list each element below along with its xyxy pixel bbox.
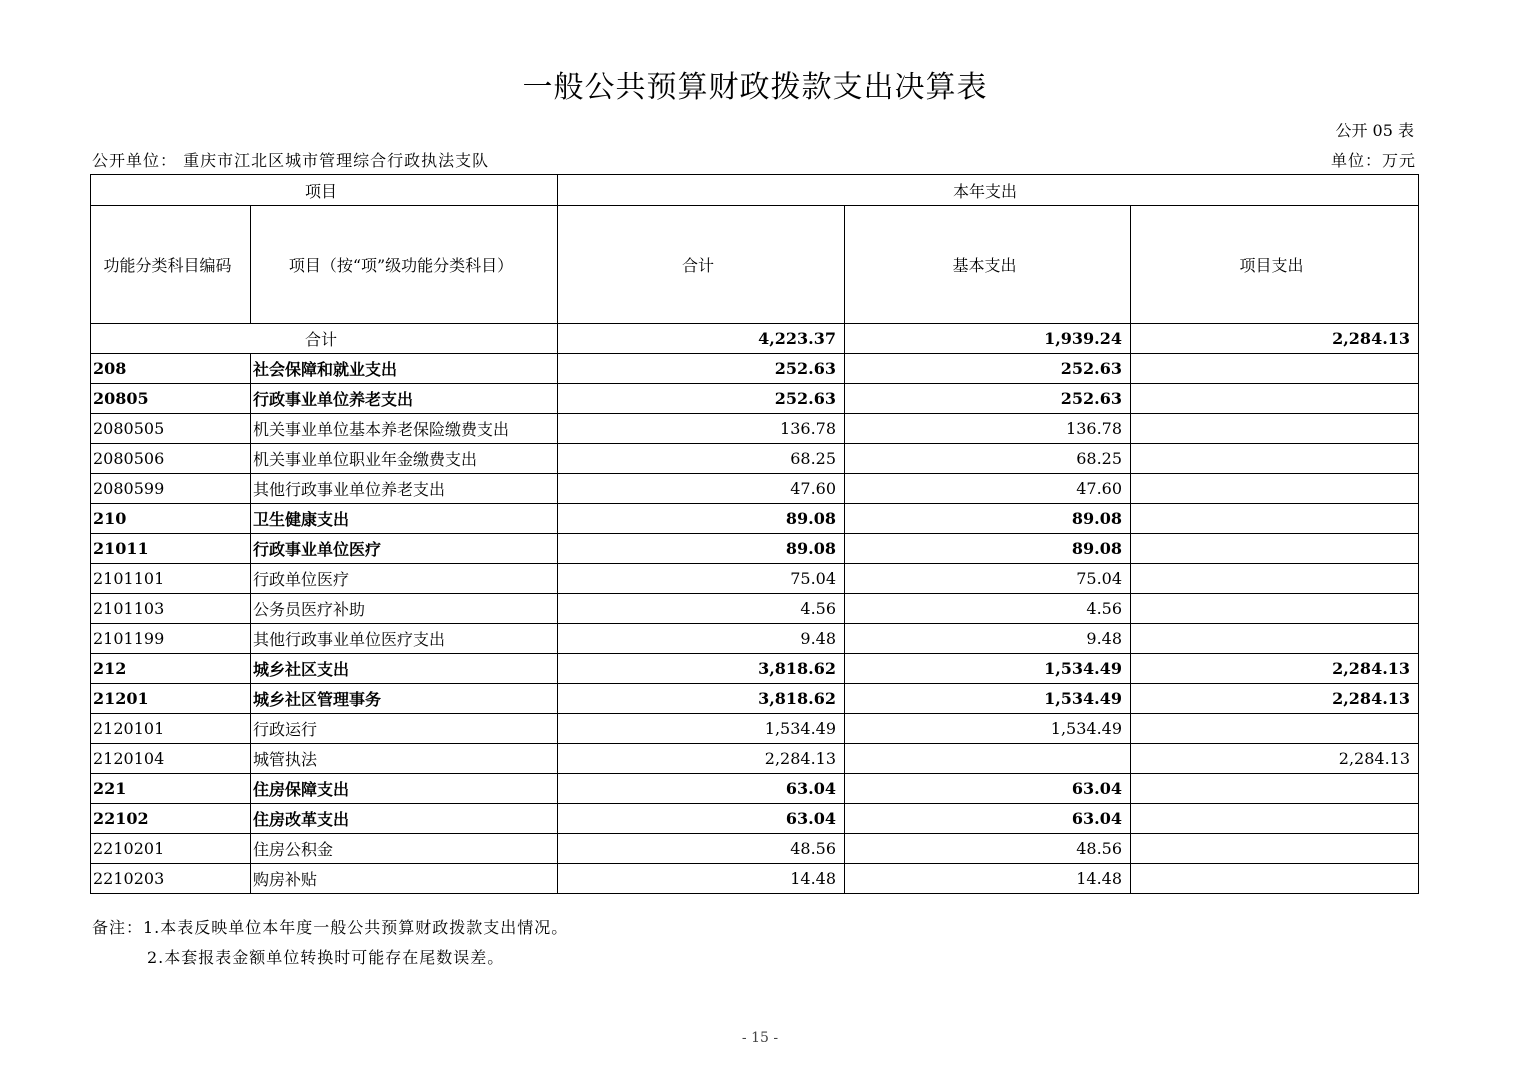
row-code: 221 [91,774,251,804]
table-row [91,564,1419,594]
row-name: 城乡社区支出 [251,654,558,684]
header-item: 项目（按“项”级功能分类科目） [251,206,558,324]
row-basic: 63.04 [845,804,1131,834]
row-code: 22102 [91,804,251,834]
row-total: 136.78 [558,414,845,444]
row-total: 89.08 [558,534,845,564]
row-name: 其他行政事业单位医疗支出 [251,624,558,654]
row-project [1131,774,1419,804]
row-basic: 89.08 [845,504,1131,534]
table-row [91,444,1419,474]
row-code: 2101199 [91,624,251,654]
row-name: 住房公积金 [251,834,558,864]
form-number: 公开 05 表 [1335,121,1414,140]
row-total: 48.56 [558,834,845,864]
row-code: 2120101 [91,714,251,744]
row-basic: 48.56 [845,834,1131,864]
note-2: 2.本套报表金额单位转换时可能存在尾数误差。 [147,948,505,967]
table-row [91,474,1419,504]
row-basic: 14.48 [845,864,1131,894]
row-total: 47.60 [558,474,845,504]
header-row-2 [91,206,1419,324]
row-name: 住房改革支出 [251,804,558,834]
row-name: 其他行政事业单位养老支出 [251,474,558,504]
row-project [1131,474,1419,504]
row-total: 1,534.49 [558,714,845,744]
row-project [1131,804,1419,834]
table-row [91,714,1419,744]
page-title: 一般公共预算财政拨款支出决算表 [522,70,988,105]
row-code: 210 [91,504,251,534]
table-row [91,834,1419,864]
row-project [1131,504,1419,534]
row-project [1131,354,1419,384]
table-row [91,354,1419,384]
table-row [91,624,1419,654]
row-total: 68.25 [558,444,845,474]
expenditure-table [90,174,1419,894]
row-total: 9.48 [558,624,845,654]
total-basic: 1,939.24 [845,324,1131,354]
row-name: 购房补贴 [251,864,558,894]
row-basic: 75.04 [845,564,1131,594]
row-total: 63.04 [558,774,845,804]
row-code: 2101103 [91,594,251,624]
row-basic: 47.60 [845,474,1131,504]
header-total: 合计 [558,206,845,324]
row-name: 城乡社区管理事务 [251,684,558,714]
table-row [91,384,1419,414]
row-basic: 252.63 [845,384,1131,414]
row-code: 2080505 [91,414,251,444]
row-total: 3,818.62 [558,654,845,684]
row-project: 2,284.13 [1131,744,1419,774]
reporting-unit: 公开单位： 重庆市江北区城市管理综合行政执法支队 [92,151,490,170]
row-basic [845,744,1131,774]
row-total: 2,284.13 [558,744,845,774]
row-basic: 89.08 [845,534,1131,564]
table-row [91,504,1419,534]
row-name: 行政单位医疗 [251,564,558,594]
table-row [91,774,1419,804]
row-project: 2,284.13 [1131,654,1419,684]
row-code: 2120104 [91,744,251,774]
row-project [1131,444,1419,474]
row-project [1131,714,1419,744]
row-basic: 9.48 [845,624,1131,654]
currency-unit: 单位：万元 [1330,151,1416,170]
row-total: 3,818.62 [558,684,845,714]
row-project [1131,594,1419,624]
row-project [1131,624,1419,654]
note-1: 备注：1.本表反映单位本年度一般公共预算财政拨款支出情况。 [92,918,569,937]
table-row [91,534,1419,564]
row-code: 2080599 [91,474,251,504]
header-current-year: 本年支出 [558,175,1419,206]
row-basic: 136.78 [845,414,1131,444]
row-name: 行政事业单位医疗 [251,534,558,564]
row-name: 社会保障和就业支出 [251,354,558,384]
table-row [91,744,1419,774]
row-code: 21201 [91,684,251,714]
row-code: 212 [91,654,251,684]
row-total: 75.04 [558,564,845,594]
row-name: 行政事业单位养老支出 [251,384,558,414]
table-row [91,654,1419,684]
row-project [1131,864,1419,894]
row-project [1131,534,1419,564]
row-project [1131,834,1419,864]
total-total: 4,223.37 [558,324,845,354]
notes [92,913,568,973]
row-total: 4.56 [558,594,845,624]
row-basic: 1,534.49 [845,684,1131,714]
page-number: - 15 - [741,1030,779,1046]
table-row [91,594,1419,624]
row-project [1131,414,1419,444]
row-total: 14.48 [558,864,845,894]
row-basic: 1,534.49 [845,654,1131,684]
meta-row [92,148,1416,170]
row-total: 252.63 [558,384,845,414]
row-basic: 68.25 [845,444,1131,474]
row-code: 20805 [91,384,251,414]
table-row [91,864,1419,894]
row-total: 252.63 [558,354,845,384]
total-row [91,324,1419,354]
table-row [91,804,1419,834]
header-project-exp: 项目支出 [1131,206,1419,324]
row-code: 2101101 [91,564,251,594]
row-project [1131,384,1419,414]
row-project [1131,564,1419,594]
header-code: 功能分类科目编码 [91,206,251,324]
row-code: 2210201 [91,834,251,864]
row-name: 机关事业单位职业年金缴费支出 [251,444,558,474]
row-basic: 4.56 [845,594,1131,624]
row-name: 机关事业单位基本养老保险缴费支出 [251,414,558,444]
row-name: 城管执法 [251,744,558,774]
row-total: 89.08 [558,504,845,534]
row-name: 公务员医疗补助 [251,594,558,624]
header-row-1 [91,175,1419,206]
total-label: 合计 [91,324,558,354]
row-code: 2210203 [91,864,251,894]
row-name: 卫生健康支出 [251,504,558,534]
header-basic: 基本支出 [845,206,1131,324]
row-code: 208 [91,354,251,384]
row-basic: 63.04 [845,774,1131,804]
header-project: 项目 [91,175,558,206]
row-project: 2,284.13 [1131,684,1419,714]
row-total: 63.04 [558,804,845,834]
row-code: 21011 [91,534,251,564]
row-name: 住房保障支出 [251,774,558,804]
row-basic: 1,534.49 [845,714,1131,744]
row-code: 2080506 [91,444,251,474]
row-name: 行政运行 [251,714,558,744]
total-project: 2,284.13 [1131,324,1419,354]
row-basic: 252.63 [845,354,1131,384]
table-row [91,684,1419,714]
table-row [91,414,1419,444]
